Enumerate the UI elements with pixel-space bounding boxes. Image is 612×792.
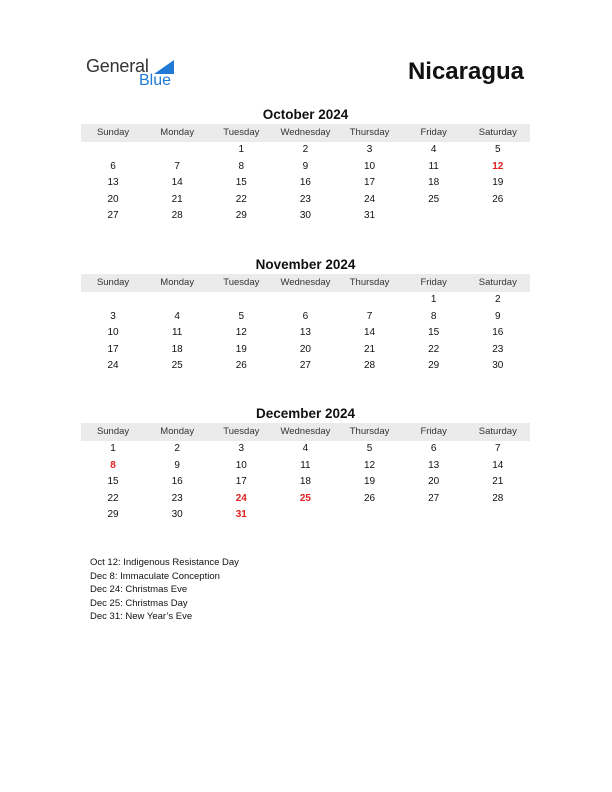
weekday-header: Saturday — [478, 277, 517, 288]
day-cell: 6 — [302, 310, 309, 322]
week-row — [81, 325, 530, 342]
day-cell: 14 — [171, 177, 183, 189]
day-cell: 1 — [110, 443, 116, 454]
weekday-header: Sunday — [96, 127, 130, 138]
day-cell: 26 — [235, 360, 247, 372]
holiday-list-item: Dec 8: Immaculate Conception — [90, 570, 220, 582]
week-row — [81, 342, 530, 359]
day-cell: 25 — [428, 193, 440, 205]
day-cell: 20 — [428, 476, 440, 488]
day-cell: 31 — [364, 210, 376, 222]
logo-blue-text: Blue — [139, 72, 172, 89]
week-row — [81, 458, 530, 475]
weekday-header: Friday — [420, 426, 447, 437]
day-cell — [338, 507, 402, 524]
week-row — [81, 142, 530, 159]
day-cell: 21 — [364, 343, 376, 355]
month-november — [81, 256, 530, 375]
month-december — [81, 405, 530, 524]
day-cell: 2 — [302, 144, 309, 155]
day-cell: 12 — [235, 327, 247, 339]
holiday-day-cell: 8 — [110, 459, 116, 471]
day-cell: 22 — [235, 193, 247, 205]
day-cell — [402, 208, 466, 225]
day-cell — [273, 507, 337, 524]
day-cell: 18 — [171, 343, 183, 355]
day-cell: 17 — [107, 343, 119, 355]
weekday-header: Sunday — [96, 426, 130, 437]
holiday-day-cell: 25 — [299, 492, 311, 504]
day-cell: 2 — [174, 443, 180, 454]
day-cell — [81, 292, 145, 309]
day-cell: 18 — [428, 177, 440, 189]
day-cell: 30 — [171, 509, 183, 521]
day-cell: 28 — [364, 360, 376, 372]
day-cell: 29 — [428, 360, 440, 372]
day-cell: 7 — [495, 443, 501, 454]
month-title: November 2024 — [255, 257, 356, 272]
weekday-header-row — [81, 274, 530, 292]
day-cell — [273, 292, 337, 309]
weekday-header: Wednesday — [280, 127, 331, 138]
weekday-header: Tuesday — [223, 127, 260, 138]
week-row — [81, 507, 530, 524]
day-cell: 24 — [364, 193, 376, 205]
country-title: Nicaragua — [407, 58, 524, 85]
week-row — [81, 474, 530, 491]
day-cell: 12 — [364, 459, 376, 471]
day-cell: 11 — [428, 160, 439, 172]
day-cell: 9 — [302, 160, 309, 172]
weekday-header: Thursday — [349, 277, 390, 288]
holiday-list — [90, 556, 239, 624]
day-cell: 16 — [492, 327, 504, 339]
day-cell: 10 — [364, 160, 376, 172]
day-cell: 28 — [492, 492, 504, 504]
week-row — [81, 159, 530, 176]
day-cell: 3 — [110, 310, 116, 322]
holiday-list-item: Dec 25: Christmas Day — [90, 597, 188, 609]
day-cell: 21 — [171, 193, 183, 205]
day-cell: 17 — [235, 476, 247, 488]
day-cell: 14 — [364, 327, 376, 339]
week-row — [81, 491, 530, 508]
day-cell: 22 — [107, 492, 119, 504]
day-cell: 15 — [107, 476, 119, 488]
day-cell: 30 — [492, 360, 504, 372]
day-cell — [209, 292, 273, 309]
day-cell: 27 — [299, 360, 311, 372]
day-cell — [145, 292, 209, 309]
month-title: December 2024 — [255, 406, 356, 421]
day-cell: 30 — [299, 210, 311, 222]
day-cell: 11 — [300, 459, 311, 471]
weekday-header: Monday — [160, 277, 195, 288]
day-cell: 20 — [299, 343, 311, 355]
holiday-list-item: Oct 12: Indigenous Resistance Day — [90, 557, 239, 568]
day-cell — [145, 142, 209, 159]
holiday-day-cell: 12 — [492, 160, 504, 172]
day-cell: 2 — [495, 294, 501, 305]
day-cell: 19 — [235, 343, 247, 355]
day-cell: 18 — [299, 476, 311, 488]
day-cell: 13 — [107, 177, 119, 189]
day-cell: 10 — [107, 327, 119, 339]
weekday-header: Saturday — [478, 127, 517, 138]
day-cell: 22 — [428, 343, 440, 355]
weekday-header: Thursday — [349, 426, 390, 437]
day-cell — [338, 292, 402, 309]
weekday-header: Tuesday — [223, 426, 260, 437]
day-cell: 26 — [492, 193, 504, 205]
day-cell: 29 — [235, 210, 247, 222]
week-row — [81, 292, 530, 309]
day-cell: 26 — [364, 492, 376, 504]
weekday-header-row — [81, 124, 530, 142]
week-row — [81, 358, 530, 375]
day-cell: 15 — [428, 327, 440, 339]
logo-general-text: General — [86, 56, 149, 76]
day-cell: 10 — [235, 459, 247, 471]
day-cell: 28 — [171, 210, 183, 222]
day-cell: 5 — [495, 144, 501, 155]
day-cell — [402, 507, 466, 524]
weekday-header: Monday — [160, 426, 195, 437]
logo — [86, 56, 186, 92]
weekday-header: Sunday — [96, 277, 130, 288]
week-row — [81, 175, 530, 192]
day-cell: 15 — [235, 177, 247, 189]
week-row — [81, 208, 530, 225]
day-cell: 29 — [107, 509, 119, 521]
day-cell: 23 — [299, 193, 311, 205]
day-cell: 9 — [495, 310, 501, 322]
holiday-list-item: Dec 31: New Year’s Eve — [90, 611, 193, 622]
holiday-day-cell: 31 — [235, 509, 247, 521]
day-cell — [466, 208, 530, 225]
holiday-day-cell: 24 — [235, 492, 247, 504]
holiday-list-item: Dec 24: Christmas Eve — [90, 584, 188, 595]
day-cell — [466, 507, 530, 524]
day-cell: 16 — [171, 476, 183, 488]
weekday-header-row — [81, 423, 530, 441]
day-cell: 23 — [171, 492, 183, 504]
day-cell: 1 — [430, 294, 437, 305]
day-cell: 4 — [430, 144, 437, 155]
day-cell: 7 — [174, 160, 180, 172]
day-cell: 4 — [302, 443, 309, 454]
day-cell: 8 — [430, 310, 437, 322]
month-october — [81, 106, 530, 225]
day-cell: 24 — [107, 360, 119, 372]
week-row — [81, 192, 530, 209]
weekday-header: Friday — [420, 277, 447, 288]
weekday-header: Wednesday — [280, 426, 331, 437]
day-cell: 13 — [428, 459, 440, 471]
day-cell: 5 — [238, 310, 245, 322]
day-cell: 20 — [107, 193, 119, 205]
day-cell: 6 — [430, 443, 437, 454]
day-cell: 27 — [428, 492, 440, 504]
day-cell: 4 — [174, 310, 180, 322]
weekday-header: Tuesday — [223, 277, 260, 288]
day-cell — [81, 142, 145, 159]
day-cell: 13 — [299, 327, 311, 339]
day-cell: 14 — [492, 459, 504, 471]
day-cell: 1 — [238, 144, 245, 155]
day-cell: 8 — [238, 160, 245, 172]
day-cell: 23 — [492, 343, 504, 355]
weekday-header: Monday — [160, 127, 195, 138]
day-cell: 3 — [238, 443, 245, 454]
day-cell: 27 — [107, 210, 119, 222]
weekday-header: Friday — [420, 127, 447, 138]
week-row — [81, 441, 530, 458]
week-row — [81, 309, 530, 326]
day-cell: 16 — [299, 177, 311, 189]
day-cell: 21 — [492, 476, 504, 488]
day-cell: 19 — [364, 476, 376, 488]
day-cell: 19 — [492, 177, 504, 189]
weekday-header: Saturday — [478, 426, 517, 437]
weekday-header: Thursday — [349, 127, 390, 138]
day-cell: 7 — [366, 310, 373, 322]
day-cell: 11 — [171, 327, 183, 339]
weekday-header: Wednesday — [280, 277, 331, 288]
day-cell: 9 — [174, 459, 180, 471]
day-cell: 5 — [366, 443, 373, 454]
day-cell: 17 — [364, 177, 376, 189]
day-cell: 3 — [366, 144, 373, 155]
day-cell: 6 — [110, 160, 116, 172]
day-cell: 25 — [171, 360, 183, 372]
month-title: October 2024 — [262, 107, 349, 122]
